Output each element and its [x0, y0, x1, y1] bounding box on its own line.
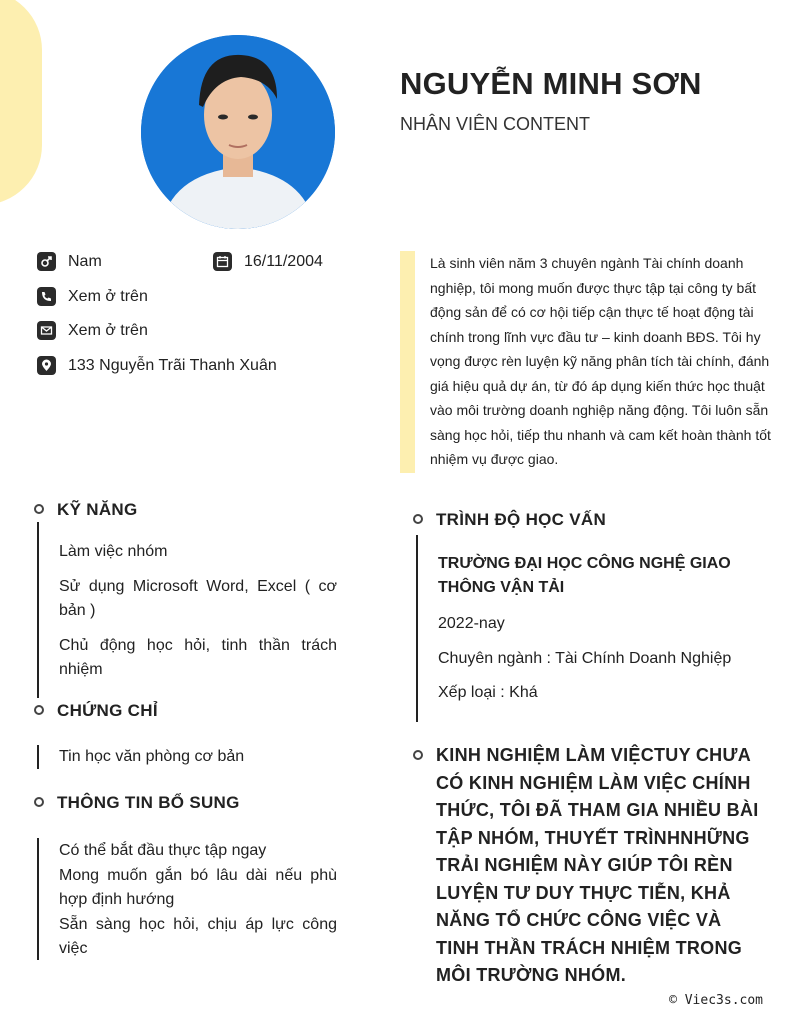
list-item: Làm việc nhóm: [59, 543, 168, 560]
gender-row: [37, 252, 102, 271]
school-name: TRƯỜNG ĐẠI HỌC CÔNG NGHỆ GIAO THÔNG VẬN TẢI: [438, 555, 731, 596]
list-item: Sẵn sàng học hỏi, chịu áp lực công việc: [59, 916, 337, 957]
watermark: © Viec3s.com: [669, 993, 763, 1008]
section-bullet: [34, 705, 44, 715]
section-bullet: [413, 750, 423, 760]
list-item: Sử dụng Microsoft Word, Excel ( cơ bản ): [59, 578, 337, 619]
certificates-list: [59, 746, 337, 768]
list-item: Mong muốn gắn bó lâu dài nếu phù hợp định hướng: [59, 867, 337, 908]
academic-rank: Xếp loại : Khá: [438, 684, 538, 701]
avatar: [141, 35, 335, 229]
birthdate-row: [213, 252, 323, 271]
section-bullet: [34, 797, 44, 807]
location-pin-icon: [37, 356, 56, 375]
section-bullet: [413, 514, 423, 524]
skills-list: [59, 540, 337, 682]
certificates-title: CHỨNG CHỈ: [57, 701, 158, 720]
list-item: Tin học văn phòng cơ bản: [59, 748, 245, 765]
phone-icon: [37, 287, 56, 306]
email-value: Xem ở trên: [68, 321, 148, 339]
decorative-accent-shape: [0, 0, 42, 205]
gender-value: Nam: [68, 252, 102, 270]
skills-title: KỸ NĂNG: [57, 500, 138, 519]
skills-line: [37, 522, 39, 698]
certificates-line: [37, 745, 39, 769]
list-item: Chủ động học hỏi, tinh thần trách nhiệm: [59, 637, 337, 678]
major: Chuyên ngành : Tài Chính Doanh Nghiệp: [438, 650, 732, 667]
address-row: [37, 356, 277, 375]
phone-row: [37, 287, 148, 306]
education-line: [416, 535, 418, 722]
additional-info-list: [59, 839, 337, 961]
phone-value: Xem ở trên: [68, 287, 148, 305]
calendar-icon: [213, 252, 232, 271]
experience-title: KINH NGHIỆM LÀM VIỆCTUY CHƯA CÓ KINH NGHIỆM LÀM VIỆC CHÍNH THỨC, TÔI ĐÃ THAM GIA NHIỀU BÀI TẬP NHÓM, THUYẾT TRÌNHNHỮNG TRẢI NGHIỆM NÀY GIÚP TÔI RÈN LUYỆN TƯ DUY THỰC TIỄN, KHẢ NĂNG TỔ CHỨC CÔNG VIỆC VÀ TINH THẦN TRÁCH NHIỆM TRONG MÔI TRƯỜNG NHÓM.: [436, 745, 759, 985]
additional-info-title: THÔNG TIN BỔ SUNG: [57, 793, 240, 812]
email-row: [37, 321, 148, 340]
about-paragraph: Là sinh viên năm 3 chuyên ngành Tài chính doanh nghiệp, tôi mong muốn được thực tập tại công ty bất động sản để có cơ hội tiếp cận thực tế hoạt động tài chính trong lĩnh vực đầu tư – kinh doanh BĐS. Tôi hy vọng được rèn luyện kỹ năng phân tích tài chính, đánh giá hiệu quả dự án, từ đó áp dụng kiến thức học thuật vào môi trường doanh nghiệp năng động. Tôi luôn sẵn sàng học hỏi, tiếp thu nhanh và cam kết hoàn thành tốt nhiệm vụ được giao.: [430, 255, 771, 467]
address-value: 133 Nguyễn Trãi Thanh Xuân: [68, 356, 277, 374]
additional-info-line: [37, 838, 39, 960]
list-item: Có thể bắt đầu thực tập ngay: [59, 842, 267, 859]
candidate-name: NGUYỄN MINH SƠN: [400, 66, 702, 101]
gender-icon: [37, 252, 56, 271]
education-title: TRÌNH ĐỘ HỌC VẤN: [436, 510, 607, 529]
birthdate-value: 16/11/2004: [244, 252, 323, 270]
about-accent-bar: [400, 251, 415, 473]
study-period: 2022-nay: [438, 615, 505, 632]
job-title: NHÂN VIÊN CONTENT: [400, 114, 591, 134]
email-icon: [37, 321, 56, 340]
section-bullet: [34, 504, 44, 514]
